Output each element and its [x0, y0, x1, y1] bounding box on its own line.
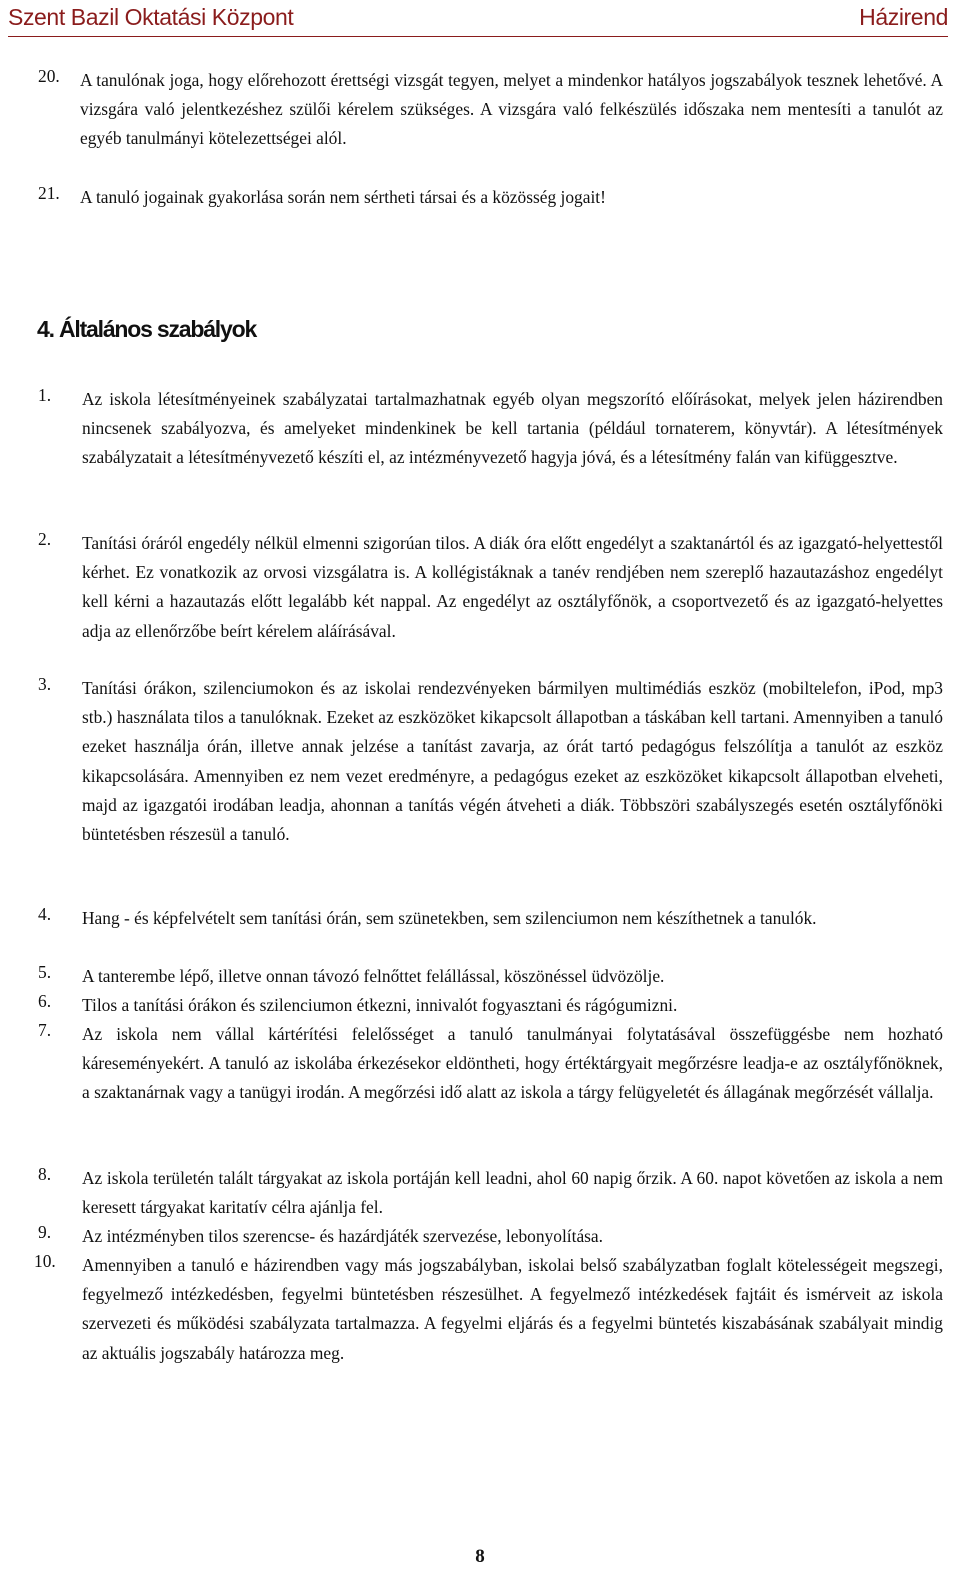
item-number: 5.: [38, 962, 52, 982]
list-item: [38, 385, 943, 473]
list-item: [38, 904, 943, 933]
item-number: 3.: [38, 674, 52, 694]
page-header: [8, 0, 948, 37]
item-number: 4.: [38, 904, 52, 924]
item-number: 10.: [34, 1251, 56, 1271]
item-text: A tanulónak joga, hogy előrehozott érettségi vizsgát tegyen, melyet a mindenkor hatályos jogszabályok tesznek lehetővé. A vizsgára való jelentkezéshez szülői kérelem szükséges. A vizsgára való felkészülés időszaka nem mentesíti a tanulót az egyéb tanulmányi kötelezettségei alól.: [80, 70, 943, 149]
item-number: 1.: [38, 385, 52, 405]
list-item: [38, 991, 943, 1020]
page-number: 8: [475, 1546, 485, 1567]
list-item: [38, 962, 943, 991]
item-number: 7.: [38, 1020, 52, 1040]
item-number: 9.: [38, 1222, 52, 1242]
list-item: [38, 1020, 943, 1108]
item-number: 6.: [38, 991, 52, 1011]
item-number: 2.: [38, 529, 52, 549]
header-doc-title: Házirend: [859, 4, 948, 30]
item-text: Az iskola nem vállal kártérítési felelősséget a tanuló tanulmányai folytatásával összefüggésbe nem hozható káreseményekért. A tanuló az iskolába érkezésekor eldöntheti, hogy értéktárgyait megőrzésre leadja-e az osztályfőnöknek, a szaktanárnak vagy a tanügyi irodán. A megőrzési idő alatt az iskola a tárgy felügyeletét és állagának megőrzését vállalja.: [82, 1024, 943, 1103]
item-text: A tanterembe lépő, illetve onnan távozó felnőttet felállással, köszönéssel üdvözölje.: [82, 966, 665, 986]
item-text: Tilos a tanítási órákon és szilenciumon étkezni, innivalót fogyasztani és rágógumizni.: [82, 995, 678, 1015]
item-text: Az iskola létesítményeinek szabályzatai tartalmazhatnak egyéb olyan megszorító előírásokat, melyek jelen házirendben nincsenek szabályozva, és amelyeket mindenkinek be kell tartania (például tornaterem, könyvtár). A létesítmények szabályzatait a létesítményvezető készíti el, az intézményvezető hagyja jóvá, és a létesítmény falán van kifüggesztve.: [82, 389, 943, 468]
item-text: Tanítási óráról engedély nélkül elmenni szigorúan tilos. A diák óra előtt engedélyt a szaktanártól és az igazgató-helyettestől kérhet. Ez vonatkozik az orvosi vizsgálatra is. A kollégistáknak a tanév rendjében nem szereplő hazautazáshoz engedélyt kell kérni a hazautazás előtt legalább két nappal. Az engedélyt az osztályfőnök, a csoportvezető és az igazgató-helyettes adja az ellenőrzőbe beírt kérelem aláírásával.: [82, 533, 943, 641]
item-text: Amennyiben a tanuló e házirendben vagy más jogszabályban, iskolai belső szabályzatban foglalt kötelességeit megszegi, fegyelmező intézkedésben, fegyelmi büntetésben részesülhet. A fegyelmező intézkedések fajtáit és ismérveit az iskola szervezeti és működési szabályzata tartalmazza. A fegyelmi eljárás és a fegyelmi büntetés kiszabásának szabályait mindig az aktuális jogszabály határozza meg.: [82, 1255, 943, 1363]
item-text: Az intézményben tilos szerencse- és hazárdjáték szervezése, lebonyolítása.: [82, 1226, 603, 1246]
list-item: [38, 1164, 943, 1222]
item-number: 21.: [38, 183, 60, 203]
section-heading: 4. Általános szabályok: [37, 316, 257, 342]
item-number: 8.: [38, 1164, 52, 1184]
list-item: [38, 674, 943, 849]
item-text: Tanítási órákon, szilenciumokon és az iskolai rendezvényeken bármilyen multimédiás eszköz (mobiltelefon, iPod, mp3 stb.) használata tilos a tanulóknak. Ezeket az eszközöket kikapcsolt állapotban a táskában kell tartani. Amennyiben a tanuló ezeket használja órán, illetve annak jelzése a tanítást zavarja, az órát tartó pedagógus felszólítja a tanulót az eszköz kikapcsolására. Amennyiben ez nem vezet eredményre, a pedagógus ezeket az eszközöket kikapcsolt állapotban elveheti, majd az igazgatói irodában leadja, ahonnan a tanítás végén átveheti a diák. Többszöri szabályszegés esetén osztályfőnöki büntetésben részesül a tanuló.: [82, 678, 943, 845]
list-item: [38, 529, 943, 646]
list-item: [38, 183, 943, 212]
item-text: Az iskola területén talált tárgyakat az iskola portáján kell leadni, ahol 60 napig őrzik. A 60. napot követően az iskola a nem keresett tárgyakat karitatív célra ajánlja fel.: [82, 1168, 943, 1218]
list-item: [38, 66, 943, 154]
header-school-name: Szent Bazil Oktatási Központ: [8, 4, 294, 30]
list-item: [38, 1222, 943, 1251]
item-text: Hang - és képfelvételt sem tanítási órán, sem szünetekben, sem szilenciumon nem készíthetnek a tanulók.: [82, 908, 817, 928]
item-text: A tanuló jogainak gyakorlása során nem sértheti társai és a közösség jogait!: [80, 187, 606, 207]
list-item: [34, 1251, 943, 1368]
item-number: 20.: [38, 66, 60, 86]
